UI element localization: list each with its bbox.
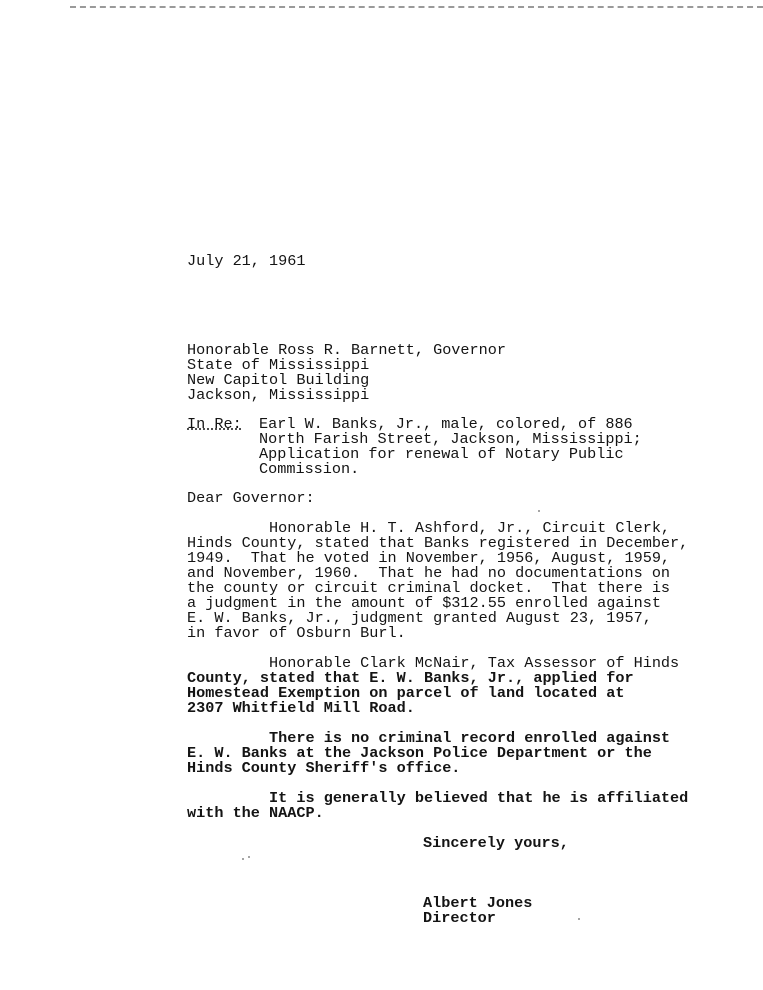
re-line: Application for renewal of Notary Public: [259, 445, 624, 463]
paragraph-3-line: E. W. Banks at the Jackson Police Department or the: [187, 744, 652, 762]
paragraph-3-line: There is no criminal record enrolled against: [187, 729, 671, 747]
recipient-line: Honorable Ross R. Barnett, Governor: [187, 341, 506, 359]
paragraph-1-line: E. W. Banks, Jr., judgment granted August 23, 1957,: [187, 609, 652, 627]
paragraph-1-line: Honorable H. T. Ashford, Jr., Circuit Clerk,: [187, 519, 671, 537]
salutation: Dear Governor:: [187, 489, 315, 507]
re-line: North Farish Street, Jackson, Mississippi;: [259, 430, 642, 448]
paragraph-2-line: Honorable Clark McNair, Tax Assessor of Hinds: [187, 654, 680, 672]
signer-name: Albert Jones: [423, 894, 533, 912]
paper-speck: [248, 856, 250, 858]
re-line: Earl W. Banks, Jr., male, colored, of 886: [259, 415, 633, 433]
paragraph-1-line: in favor of Osburn Burl.: [187, 624, 406, 642]
paragraph-1-line: and November, 1960. That he had no documentations on: [187, 564, 671, 582]
paragraph-3-line: Hinds County Sheriff's office.: [187, 759, 461, 777]
paragraph-1-line: the county or circuit criminal docket. That there is: [187, 579, 671, 597]
complimentary-closing: Sincerely yours,: [423, 834, 569, 852]
paragraph-2-line: 2307 Whitfield Mill Road.: [187, 699, 415, 717]
recipient-line: State of Mississippi: [187, 356, 370, 374]
paper-speck: [578, 918, 580, 920]
paragraph-1-line: Hinds County, stated that Banks registered in December,: [187, 534, 689, 552]
recipient-line: Jackson, Mississippi: [187, 386, 370, 404]
signer-title: Director: [423, 909, 496, 927]
re-line: Commission.: [259, 460, 360, 478]
paragraph-4-line: with the NAACP.: [187, 804, 324, 822]
paragraph-1-line: a judgment in the amount of $312.55 enrolled against: [187, 594, 661, 612]
paragraph-4-line: It is generally believed that he is affiliated: [187, 789, 689, 807]
paper-speck: [242, 858, 244, 860]
paragraph-2-line: County, stated that E. W. Banks, Jr., applied for: [187, 669, 634, 687]
page-top-edge-rule: [70, 6, 763, 8]
paragraph-1-line: 1949. That he voted in November, 1956, August, 1959,: [187, 549, 671, 567]
recipient-line: New Capitol Building: [187, 371, 370, 389]
re-label: In Re:: [187, 415, 242, 433]
letter-date: July 21, 1961: [187, 252, 306, 270]
paper-speck: [538, 510, 540, 512]
paragraph-2-line: Homestead Exemption on parcel of land located at: [187, 684, 625, 702]
